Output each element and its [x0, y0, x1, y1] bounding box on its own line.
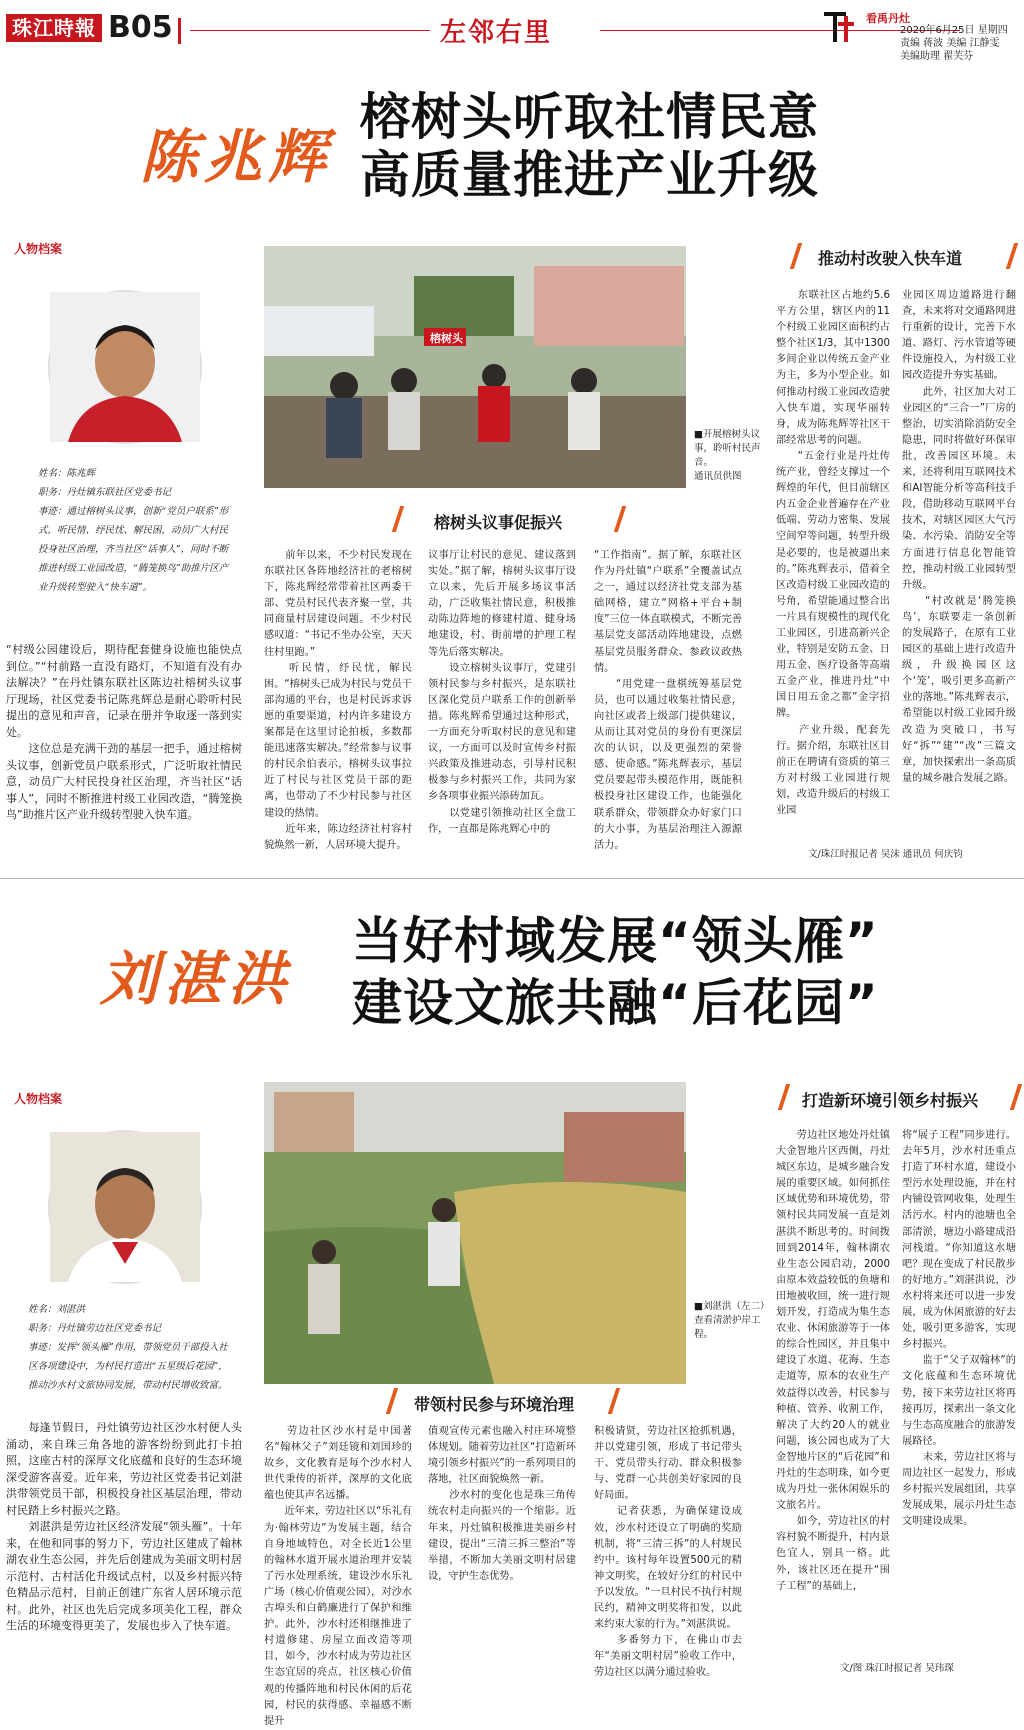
article-column: “工作指南”。据了解，东联社区作为丹灶镇“户联系”全覆盖试点之一，通过以经济社党支部为基础网格，建立“网格+平台+制度”三位一体直联模式，不断完善基层党支部活动阵地建设，点燃基层党员服务群众、参政议政热情。 “用党建一盘棋统筹基层党员，也可以通过收集社情民意，向社区或者上级部门提供建议，从而让其对党员的身份有更深层次的认识，以及更强烈的荣誉感、使命感。”陈兆辉表示，基层党员要起带头模范作用，既能积极投身社区建设工作，也能强化联系群众，带领群众办好家门口的大小事，为基层治理注入源源活力。 [594, 550, 742, 851]
subhead-mark-left [386, 1388, 398, 1414]
subhead-mark-left [392, 506, 404, 532]
profile-label: 人物档案 [14, 1092, 63, 1106]
portrait-image [50, 292, 200, 442]
byline: 文/珠江时报记者 吴沫 通讯员 何庆钧 [808, 849, 963, 860]
newspaper-masthead: 珠江時報 [6, 14, 102, 42]
header-rule-left [190, 30, 430, 31]
profile-job: 职务：丹灶镇劳边社区党委书记 [28, 1323, 162, 1334]
article-column: 劳边社区沙水村是中国著名“翰林父子”刘廷镜和刘国珍的故乡，文化教育是每个沙水村人世代秉传的祈祥，深厚的文化底蕴也使其声名远播。 近年来，劳边社区以“乐礼有为·翰林劳边”为发展主题，结合自身地域特色，对全长近1公里的翰林水道开展水道治理并安装了污水处理系统，建设沙水乐礼广场（核心价值观公园），对沙水古埠头和白鹤廉进行了保护和维护。此外，沙水村还相继推进了村道修建、房屋立面改造等项目，如今，沙水村成为劳边社区生态宜居的亮点，社区核心价值观的传播阵地和村民休闲的后花园，村民的获得感、幸福感不断提升 [264, 1426, 412, 1727]
subheading: 打造新环境引领乡村振兴 [802, 1091, 979, 1110]
article-headline [352, 910, 879, 1034]
section-title: 左邻右里 [440, 18, 553, 48]
profile-label: 人物档案 [14, 242, 63, 256]
article-headline [360, 88, 819, 204]
page-number: B05 [108, 10, 173, 45]
article-column: 积极请贤，劳边社区抢抓机遇，并以党建引领，形成了书记带头干、党员带头行动、群众积极参与、党群一心共创美好家园的良好局面。 记者获悉，为确保建设成效，沙水村还设立了明确的奖励机制，将“三清三拆”的人村规民约中。该村每年设置500元的精神文明奖，在较好分红的村民中予以发放。“一旦村民不执行村规民约，精神文明奖将扣发，以此来约束大家的行为。”刘湛洪说。 多番努力下，在佛山市去年“美丽文明村居”验收工作中，劳边社区以满分通过验收。 [594, 1426, 742, 1679]
headline-line-1: 榕树头听取社情民意 [360, 88, 819, 146]
subheading: 带领村民参与环境治理 [414, 1395, 575, 1414]
subhead-mark-right [608, 1388, 620, 1414]
section-divider [0, 878, 1024, 879]
profile-deeds: 事迹：通过榕树头议事，创新“党员户联系”形式，听民情、纾民忧、解民困，动员广大村民投身社区治理，齐当社区“话事人”，同时不断推进村级工业园改造，“腾笼换鸟”助推片区产业升级转型驶入“快车道”。 [38, 506, 229, 593]
avatar [48, 1130, 202, 1284]
editor-credits: 责编 蒋波 美编 江静雯 [900, 38, 1000, 49]
profile-deeds: 事迹：发挥“领头雁”作用，带领党员干部投入社区各项建设中，为村民打造出“五星级后花园”，推动沙水村文旅协同发展，带动村民增收致富。 [28, 1342, 228, 1391]
avatar [48, 290, 202, 444]
profile-name: 姓名：陈兆辉 [38, 468, 96, 479]
issue-date: 2020年6月25日 星期四 [900, 25, 1008, 36]
person-name-title: 刘湛洪 [100, 945, 293, 1013]
subheading: 推动村改驶入快车道 [818, 249, 963, 268]
person-name-title: 陈兆辉 [140, 123, 333, 191]
article-column: 值观宣传元素也融入村庄环境整体规划。随着劳边社区“打造新环境引领乡村振兴”的一系列项目的落地，社区面貌焕然一新。 沙水村的变化也是珠三角传统农村走向振兴的一个缩影。近年来，丹灶镇积极推进美丽乡村建设，提出“三清三拆三整治”等举措，不断加大美丽文明村居建设，守护生态优势。 [428, 1426, 576, 1582]
subhead-mark-right [1006, 243, 1018, 269]
header-divider [178, 18, 181, 44]
lead-paragraph: “村级公园建设后，期待配套健身设施也能快点到位。”“村前路一直没有路灯，不知道有没有办法解决？”在丹灶镇东联社区陈边社榕树头议事厅现场，社区党委书记陈兆辉总是耐心聆听村民提出的意见和声音，记录在册并争取逐一落到实处。 这位总是充满干劲的基层一把手，通过榕树头议事，创新党员户联系形式，广泛听取社情民意，动员广大村民投身社区治理，齐当社区“话事人”，同时不断推进村级工业园改造，“腾笼换鸟”助推片区产业升级转型驶入快车道。 [6, 643, 242, 821]
article-column: 东联社区占地约5.6平方公里，辖区内的11个村级工业园区面积约占整个社区1/3，其中1300多间企业以传统五金产业为主，多为小型企业。如何推动村级工业园改造驶入快车道，实现华丽转身，成为陈兆辉等社区干部经常思考的问题。 “五金行业是丹灶传统产业，曾经支撑过一个辉煌的年代，但目前辖区内五金企业普遍存在产业低端、劳动力密集、发展空间窄等问题，转型升级是必要的，也是被逼出来的。”陈兆辉表示，借着全区改造村级工业园改造的号角，希望能通过整合出一片具有规模性的现代化工业园区，引进高新兴企业，特别是安防五金、日用五金、医疗设备等高端五金产业，推进丹灶“中国日用五金之都”金字招牌。 产业升级，配套先行。据介绍，东联社区目前正在聘请有资质的第三方对村级工业园进行规划，改造升级后的村级工业园 [776, 290, 890, 816]
byline: 文/图 珠江时报记者 吴玮琛 [840, 1663, 954, 1674]
headline-line-1: 当好村域发展“领头雁” [352, 912, 879, 970]
article-column: 议事厅让村民的意见、建议落到实处。”据了解，榕树头议事厅设立以来，先后开展多场议事活动，广泛收集社情民意，积极推动陈边阵地的修建村道、健身场地建设，村、街前增的护理工程等先后落实解决。 设立榕树头议事厅，党建引领村民参与乡村振兴，是东联社区深化党员户联系工作的创新举措。陈兆辉希望通过这种形式，一方面充分听取村民的意见和建议，一方面可以及时宣传乡村振兴政策及推进动态，引导村民积极参与乡村振兴工作，共同为家乡各项事业振兴添砖加瓦。 以党建引领推动社区全盘工作，一直都是陈兆辉心中的 [428, 550, 576, 835]
subheading: 榕树头议事促振兴 [434, 513, 563, 532]
news-photo [264, 1082, 686, 1384]
article-column: 前年以来，不少村民发现在东联社区各阵地经济社的老榕树下，陈兆辉经常带着社区两委干部、党员村民代表齐聚一堂，共同商量村居建设问题。不少村民感叹道：“书记不坐办公室，天天往村里跑。” 听民情，纾民忧，解民困。“榕树头已成为村民与党员干部沟通的平台，也是村民诉求诉愿的重要渠道，村内许多建设方案都是在这里讨论拍板，多数都能迅速落实解决。”经常参与议事的村民余伯表示，榕树头议事拉近了村民与社区党员干部的距离，也带动了不少村民参与社区建设的热情。 近年来，陈边经济社村容村貌焕然一新，人居环境大提升。 [264, 550, 412, 851]
photo-caption: ■刘湛洪（左二）查看清淤护岸工程。 [694, 1301, 770, 1340]
headline-line-2: 高质量推进产业升级 [360, 146, 819, 204]
profile-details [38, 464, 232, 597]
subhead-mark-right [614, 506, 626, 532]
article-column: 业园区周边道路进行翻查，未来将对交通路网进行重新的设计，完善下水道、路灯、污水管道等硬件设施投入，为村级工业园改造提升夯实基础。 此外，社区加大对工业园区的“三合一”厂房的整治，切实消除消防安全隐患，同时将做好环保审批，改善园区环境。未来，还将利用互联网技术和AI智能分析等高科技手段，借助移动互联网平台技术，对辖区园区大气污染、水污染、消防安全等方面进行信息化智能管控，推动村级工业园转型升级。 “村改就是‘腾笼换鸟’，东联要走一条创新的发展路子，在原有工业园区的基础上进行改造升级，升级换园区这个‘笼’，吸引更多高新产业的落地。”陈兆辉表示，希望能以村级工业园升级改造为突破口，书写好“拆”“建”“改”三篇文章，加快探索出一条高质量的城乡融合发展之路。 [902, 290, 1016, 784]
header-info [900, 24, 1020, 63]
article-column: 将“展子工程”同步进行。去年5月，沙水村还重点打造了环村水道，建设小型污水处理设施，并在村内铺设管网收集，处理生活污水。村内的池塘也全部清淤，塘边小路建成沿河栈道。“你知道这水塘吧？现在变成了村民散步的好地方。”刘湛洪说，沙水村将来还可以进一步发展，成为休闲旅游的好去处，吸引更多游客，实现乡村振兴。 监于“父子双翰林”的文化底蕴和生态环境优势，接下来劳边社区将再接再厉，探索出一条文化与生态高度融合的旅游发展路径。 未来，劳边社区将与周边社区一起发力，形成乡村振兴发展组团，共享发展成果，展示丹灶生态文明建设成果。 [902, 1130, 1016, 1528]
lead-paragraph: 每逢节假日，丹灶镇劳边社区沙水村便人头涌动，来自珠三角各地的游客纷纷到此打卡拍照，这座古村的深厚文化底蕴和良好的生态环境深受游客喜爱。近年来，劳边社区党委书记刘湛洪带领党员干部，积极投身社区基层治理，带动村民踏上乡村振兴之路。 刘湛洪是劳边社区经济发展“领头雁”。十年来，在他和同事的努力下，劳边社区建成了翰林湖农业生态公园，并先后创建成为美丽文明村居示范村、古村活化升级试点村，以及乡村振兴特色精品示范村，目前正创建广东省人居环境示范村。此外，社区也先后完成多项美化工程，群众生活的环境变得更美了，发展也步入了快车道。 [6, 1421, 242, 1632]
profile-details [28, 1300, 228, 1395]
profile-name: 姓名：刘湛洪 [28, 1304, 86, 1315]
photo-sign: 榕树头 [430, 332, 463, 345]
photo-caption: ■开展榕树头议事，聆听村民声音。 通讯员供图 [694, 429, 761, 482]
brand-logo-icon [822, 8, 856, 48]
subhead-mark-right [1010, 1084, 1022, 1110]
profile-job: 职务：丹灶镇东联社区党委书记 [38, 487, 172, 498]
brand-name: 看禹丹灶 [866, 12, 910, 25]
subhead-mark-left [778, 1084, 790, 1110]
editor-credits-2: 美编助理 翟芙芬 [900, 51, 974, 62]
news-photo [264, 246, 686, 488]
portrait-image [50, 1132, 200, 1282]
article-column: 劳边社区地处丹灶镇大金智地片区西侧，丹灶城区东边，是城乡融合发展的重要区域。如何抓住区域优势和环境优势，带领村民共同发展一直是刘湛洪不断思考的。时间拨回到2014年，翰林湖农业生态公园启动，2000亩原本效益较低的鱼塘和田地被收回，统一进行规划开发，打造成为集生态农业、休闲旅游等于一体的综合性园区，并且集中建设了水道、花海、生态走道等，原本的农业生产效益得以改善，村民参与种植、管养、收割工作，解决了大约20人的就业问题，该公园也成为了大金智地片区的“后花园”和丹灶的生态明珠，如今更成为丹灶一张休闲娱乐的文旅名片。 如今，劳边社区的村容村貌不断提升，村内景色宜人，别具一格。此外，该社区还在提升“围子工程”的基础上， [776, 1130, 890, 1592]
subhead-mark-left [790, 243, 802, 269]
headline-line-2: 建设文旅共融“后花园” [352, 974, 879, 1032]
